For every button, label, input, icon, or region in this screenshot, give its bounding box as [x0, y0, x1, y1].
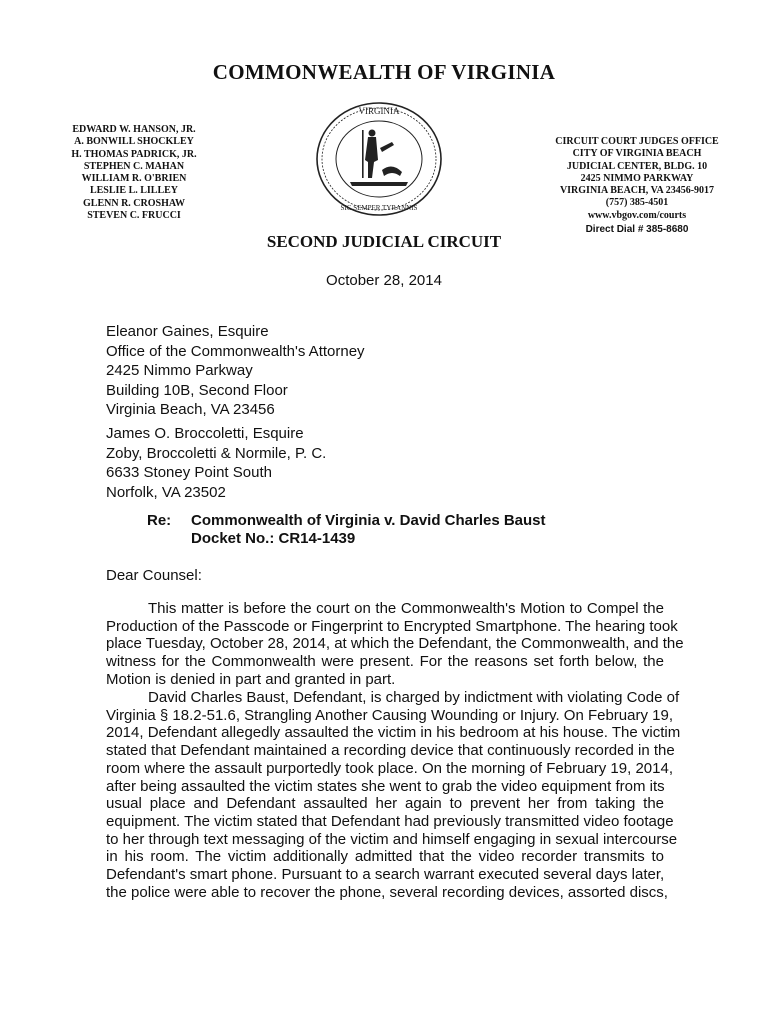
text-line: Motion is denied in part and granted in part. [106, 670, 396, 688]
svg-text:SIC SEMPER TYRANNIS: SIC SEMPER TYRANNIS [340, 204, 418, 212]
recipient-address-1 [106, 322, 365, 420]
case-caption: Commonwealth of Virginia v. David Charles Baust [191, 512, 546, 529]
text-line: room where the assault purportedly took place. On the morning of February 19, 2014, [106, 759, 673, 777]
text-line: place Tuesday, October 28, 2014, at which the Defendant, the Commonwealth, and the [106, 635, 684, 653]
text-line: equipment. The victim stated that Defendant had previously transmitted video footage [106, 812, 674, 830]
address-line: 6633 Stoney Point South [106, 464, 272, 481]
address-line: Virginia Beach, VA 23456 [106, 401, 275, 418]
text-line: usual place and Defendant assaulted her again to prevent her from taking the [106, 795, 664, 813]
court-office-address [540, 136, 734, 236]
office-line: CITY OF VIRGINIA BEACH [572, 148, 702, 160]
office-line: CIRCUIT COURT JUDGES OFFICE [555, 136, 719, 147]
body-paragraph-2 [106, 689, 681, 901]
judge-name: A. BONWILL SHOCKLEY [74, 136, 194, 148]
office-line: (757) 385-4501 [605, 197, 669, 209]
text-line: in his room. The victim additionally admitted that the video recorder transmits to [106, 848, 664, 866]
re-line [147, 512, 546, 548]
text-line: Defendant's smart phone. Pursuant to a search warrant executed several days later, [106, 866, 665, 884]
letter-date: October 28, 2014 [326, 272, 442, 289]
office-line: JUDICIAL CENTER, BLDG. 10 [566, 160, 708, 172]
re-label: Re: [147, 512, 172, 529]
judge-name: H. THOMAS PADRICK, JR. [71, 148, 197, 160]
direct-dial: Direct Dial # 385-8680 [585, 224, 689, 236]
text-line: stated that Defendant maintained a recording device that continuously recorded in the [106, 742, 675, 760]
judge-name: EDWARD W. HANSON, JR. [72, 124, 196, 135]
address-line: James O. Broccoletti, Esquire [106, 425, 304, 442]
text-line: to her through text messaging of the victim and himself engaging in sexual intercourse [106, 830, 678, 848]
judge-name: STEVEN C. FRUCCI [87, 210, 181, 222]
office-line: 2425 NIMMO PARKWAY [580, 172, 694, 184]
text-line: after being assaulted the victim states she went to grab the video equipment from its [106, 777, 665, 795]
address-line: 2425 Nimmo Parkway [106, 362, 253, 379]
text-line: the police were able to recover the phone, several recording devices, assorted discs, [106, 883, 668, 901]
judges-list [60, 124, 208, 222]
address-line: Zoby, Broccoletti & Normile, P. C. [106, 444, 327, 462]
recipient-address-2 [106, 424, 326, 502]
text-line: This matter is before the court on the Commonwealth's Motion to Compel the [148, 600, 664, 617]
salutation: Dear Counsel: [106, 567, 202, 584]
address-line: Eleanor Gaines, Esquire [106, 323, 269, 340]
circuit-name: SECOND JUDICIAL CIRCUIT [266, 232, 502, 251]
address-line: Building 10B, Second Floor [106, 381, 288, 399]
docket-number: Docket No.: CR14-1439 [191, 530, 356, 547]
judge-name: WILLIAM R. O'BRIEN [81, 173, 187, 185]
text-line: David Charles Baust, Defendant, is charged by indictment with violating Code of [148, 689, 680, 706]
address-line: Norfolk, VA 23502 [106, 483, 226, 501]
office-line: VIRGINIA BEACH, VA 23456-9017 [559, 185, 715, 197]
text-line: witness for the Commonwealth were present. For the reasons set forth below, the [106, 653, 664, 671]
body-paragraph-1 [106, 600, 684, 689]
virginia-seal-icon [310, 100, 448, 218]
judge-name: STEPHEN C. MAHAN [83, 160, 185, 172]
judge-name: LESLIE L. LILLEY [89, 185, 179, 197]
judge-name: GLENN R. CROSHAW [83, 197, 185, 209]
address-line: Office of the Commonwealth's Attorney [106, 342, 365, 360]
text-line: Production of the Passcode or Fingerprint to Encrypted Smartphone. The hearing took [106, 617, 678, 635]
text-line: 2014, Defendant allegedly assaulted the victim in his bedroom at his house. The victim [106, 724, 681, 742]
office-website: www.vbgov.com/courts [587, 209, 687, 221]
svg-text:VIRGINIA: VIRGINIA [358, 106, 400, 116]
text-line: Virginia § 18.2-51.6, Strangling Another Causing Wounding or Injury. On February 19, [106, 706, 674, 724]
letterhead-title: COMMONWEALTH OF VIRGINIA [212, 60, 556, 84]
